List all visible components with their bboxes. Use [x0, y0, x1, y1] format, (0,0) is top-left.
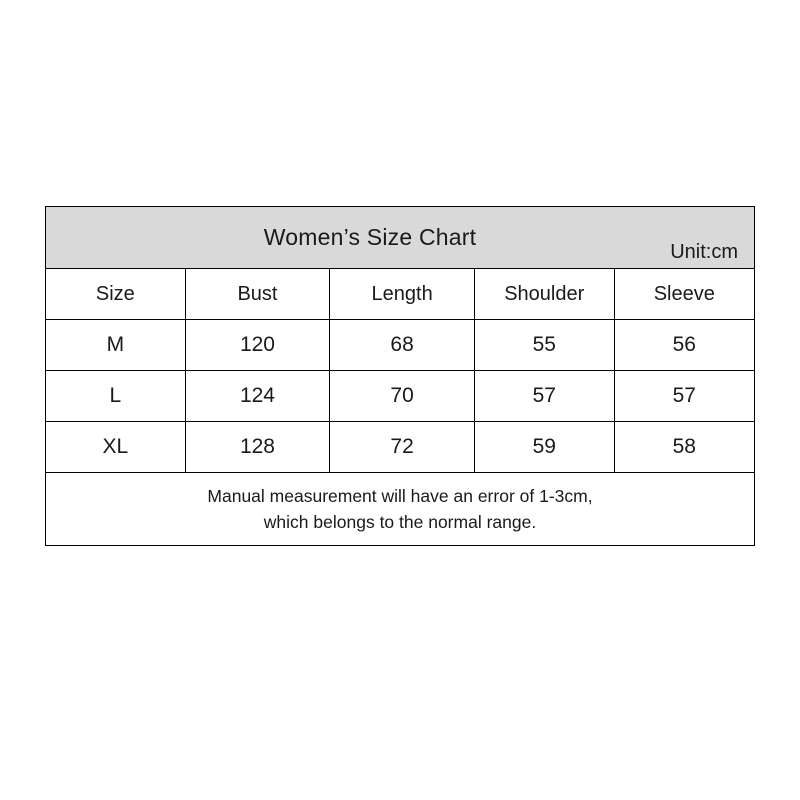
- table-title-row: [46, 207, 755, 269]
- table-row: [46, 422, 755, 473]
- cell-size: L: [46, 371, 186, 422]
- cell-sleeve: 58: [614, 422, 754, 473]
- table-note-row: [46, 473, 755, 546]
- cell-sleeve: 56: [614, 320, 754, 371]
- size-chart-table: [45, 206, 755, 546]
- table-row: [46, 320, 755, 371]
- cell-shoulder: 59: [474, 422, 614, 473]
- cell-length: 70: [330, 371, 475, 422]
- chart-title-cell: [46, 207, 755, 269]
- unit-label: Unit:cm: [670, 241, 738, 263]
- cell-sleeve: 57: [614, 371, 754, 422]
- column-header-length: Length: [330, 269, 475, 320]
- cell-shoulder: 57: [474, 371, 614, 422]
- cell-bust: 124: [185, 371, 330, 422]
- measurement-note-line-1: Manual measurement will have an error of 1-3cm,: [207, 485, 593, 506]
- cell-length: 68: [330, 320, 475, 371]
- column-header-shoulder: Shoulder: [474, 269, 614, 320]
- cell-length: 72: [330, 422, 475, 473]
- table-row: [46, 371, 755, 422]
- measurement-note-line-2: which belongs to the normal range.: [263, 512, 537, 532]
- column-header-sleeve: Sleeve: [614, 269, 754, 320]
- chart-title: Women’s Size Chart: [263, 224, 477, 250]
- table-header-row: [46, 269, 755, 320]
- column-header-size: Size: [46, 269, 186, 320]
- measurement-note-cell: [46, 473, 755, 546]
- cell-shoulder: 55: [474, 320, 614, 371]
- cell-bust: 120: [185, 320, 330, 371]
- cell-size: XL: [46, 422, 186, 473]
- cell-bust: 128: [185, 422, 330, 473]
- cell-size: M: [46, 320, 186, 371]
- size-chart-container: [45, 206, 755, 546]
- column-header-bust: Bust: [185, 269, 330, 320]
